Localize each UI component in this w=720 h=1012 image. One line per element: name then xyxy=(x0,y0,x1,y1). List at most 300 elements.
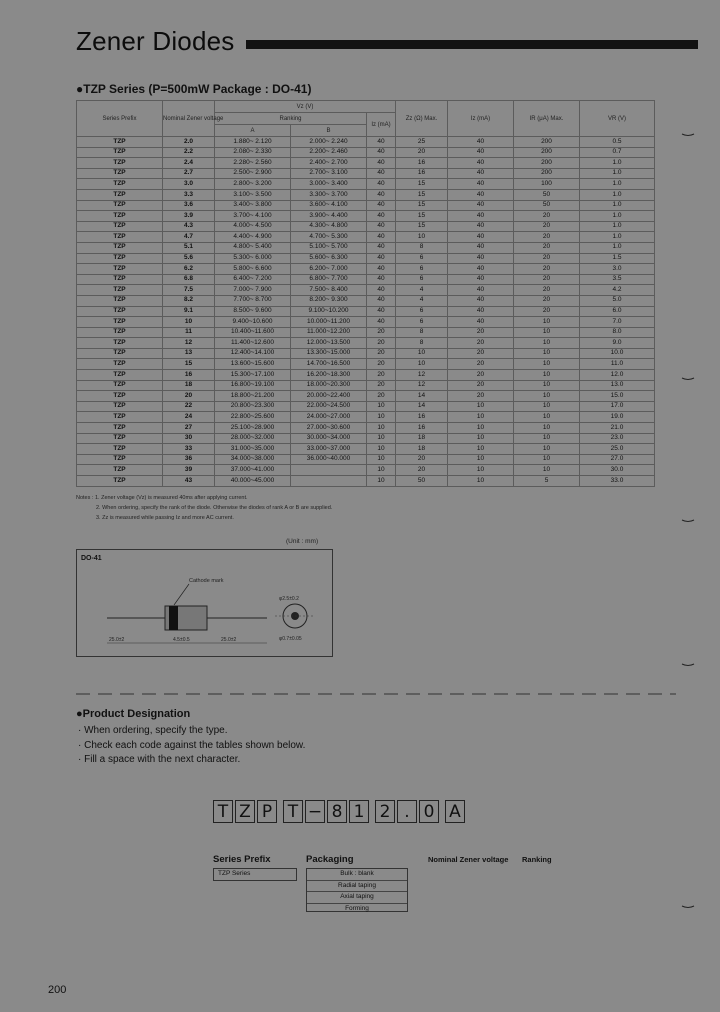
cell-vr: 1.0 xyxy=(580,242,655,253)
cell-iz-zz: 40 xyxy=(448,137,514,148)
series-option-box xyxy=(213,868,297,881)
cell-rank-a: 7.000~ 7.900 xyxy=(215,285,291,296)
cell-vr: 30.0 xyxy=(580,465,655,476)
cell-rank-a: 8.500~ 9.600 xyxy=(215,306,291,317)
packaging-option: Forming xyxy=(345,904,369,912)
cell-ir: 20 xyxy=(514,253,580,264)
cell-zz: 12 xyxy=(396,380,448,391)
cell-iz: 20 xyxy=(367,338,396,349)
cell-ir: 10 xyxy=(514,370,580,381)
cell-rank-b: 16.200~18.300 xyxy=(291,370,367,381)
cell-rank-a: 10.400~11.600 xyxy=(215,327,291,338)
cell-zz: 6 xyxy=(396,274,448,285)
cell-prefix: TZP xyxy=(77,232,163,243)
cell-rank-b: 12.000~13.500 xyxy=(291,338,367,349)
title-rule xyxy=(246,40,698,49)
cell-nominal: 30 xyxy=(163,433,215,444)
cell-zz: 18 xyxy=(396,433,448,444)
note-2: 2. When ordering, specify the rank of the diode. Otherwise the diodes of rank A or B are supplied. xyxy=(96,505,333,511)
cell-iz: 40 xyxy=(367,221,396,232)
cell-ir: 20 xyxy=(514,285,580,296)
cell-ir: 200 xyxy=(514,137,580,148)
cell-rank-a: 15.300~17.100 xyxy=(215,370,291,381)
cell-vr: 3.5 xyxy=(580,274,655,285)
cell-zz: 8 xyxy=(396,327,448,338)
cell-nominal: 22 xyxy=(163,401,215,412)
header-ir: IR (μA) Max. xyxy=(514,101,580,137)
cell-zz: 20 xyxy=(396,454,448,465)
cell-rank-a: 20.800~23.300 xyxy=(215,401,291,412)
dim-body-diameter: φ2.5±0.2 xyxy=(279,596,299,602)
cell-rank-a: 4.400~ 4.900 xyxy=(215,232,291,243)
cell-iz-zz: 40 xyxy=(448,211,514,222)
header-zz: Zz (Ω) Max. xyxy=(396,101,448,137)
cell-prefix: TZP xyxy=(77,211,163,222)
cell-vr: 27.0 xyxy=(580,454,655,465)
cell-iz: 40 xyxy=(367,306,396,317)
table-row xyxy=(77,285,655,296)
cell-prefix: TZP xyxy=(77,317,163,328)
cell-prefix: TZP xyxy=(77,454,163,465)
cell-zz: 8 xyxy=(396,338,448,349)
cell-iz: 20 xyxy=(367,359,396,370)
cell-rank-b: 2.400~ 2.700 xyxy=(291,158,367,169)
cell-rank-a: 9.400~10.600 xyxy=(215,317,291,328)
cell-prefix: TZP xyxy=(77,401,163,412)
cell-ir: 20 xyxy=(514,232,580,243)
table-row xyxy=(77,179,655,190)
cell-iz: 40 xyxy=(367,242,396,253)
cell-ir: 10 xyxy=(514,412,580,423)
code-char-box: 1 xyxy=(349,800,369,823)
cell-iz: 40 xyxy=(367,147,396,158)
cell-ir: 20 xyxy=(514,264,580,275)
cell-iz-zz: 20 xyxy=(448,338,514,349)
cell-iz-zz: 10 xyxy=(448,444,514,455)
cell-vr: 5.0 xyxy=(580,295,655,306)
header-rank-a: A xyxy=(215,125,291,137)
code-char-box: . xyxy=(397,800,417,823)
cell-iz: 40 xyxy=(367,168,396,179)
cell-iz-zz: 40 xyxy=(448,168,514,179)
cell-rank-b: 2.200~ 2.460 xyxy=(291,147,367,158)
note-1: 1. Zener voltage (Vz) is measured 40ms after applying current. xyxy=(94,495,248,501)
diode-outline-drawing xyxy=(77,550,332,656)
cell-vr: 11.0 xyxy=(580,359,655,370)
cell-nominal: 33 xyxy=(163,444,215,455)
table-row xyxy=(77,465,655,476)
cell-iz-zz: 10 xyxy=(448,454,514,465)
instruction-2: · Check each code against the tables shown below. xyxy=(78,739,306,751)
cell-rank-a: 28.000~32.000 xyxy=(215,433,291,444)
cell-iz: 20 xyxy=(367,391,396,402)
cell-nominal: 3.0 xyxy=(163,179,215,190)
cell-vr: 10.0 xyxy=(580,348,655,359)
cell-ir: 10 xyxy=(514,359,580,370)
cell-iz: 40 xyxy=(367,179,396,190)
cell-iz-zz: 20 xyxy=(448,348,514,359)
code-char-box: P xyxy=(257,800,277,823)
cell-zz: 20 xyxy=(396,465,448,476)
cell-ir: 10 xyxy=(514,444,580,455)
cell-rank-b: 14.700~16.500 xyxy=(291,359,367,370)
cell-ir: 10 xyxy=(514,401,580,412)
cell-nominal: 4.7 xyxy=(163,232,215,243)
table-row xyxy=(77,168,655,179)
cell-nominal: 2.2 xyxy=(163,147,215,158)
cell-iz: 40 xyxy=(367,253,396,264)
cathode-mark-label: Cathode mark xyxy=(189,578,224,584)
table-row xyxy=(77,423,655,434)
cell-zz: 10 xyxy=(396,348,448,359)
cell-vr: 33.0 xyxy=(580,476,655,487)
cell-rank-a: 2.280~ 2.560 xyxy=(215,158,291,169)
cell-nominal: 6.8 xyxy=(163,274,215,285)
cell-prefix: TZP xyxy=(77,423,163,434)
cell-vr: 9.0 xyxy=(580,338,655,349)
cell-zz: 50 xyxy=(396,476,448,487)
cell-vr: 23.0 xyxy=(580,433,655,444)
cell-rank-b: 10.000~11.200 xyxy=(291,317,367,328)
cell-ir: 10 xyxy=(514,391,580,402)
cell-rank-b: 3.600~ 4.100 xyxy=(291,200,367,211)
table-row xyxy=(77,221,655,232)
cell-iz: 20 xyxy=(367,348,396,359)
cell-rank-b: 4.700~ 5.300 xyxy=(291,232,367,243)
cell-zz: 14 xyxy=(396,391,448,402)
zener-spec-table xyxy=(76,100,655,487)
cell-nominal: 5.1 xyxy=(163,242,215,253)
cell-prefix: TZP xyxy=(77,274,163,285)
cell-nominal: 11 xyxy=(163,327,215,338)
cell-zz: 15 xyxy=(396,179,448,190)
table-row xyxy=(77,454,655,465)
cell-nominal: 15 xyxy=(163,359,215,370)
cell-rank-a: 2.500~ 2.900 xyxy=(215,168,291,179)
cell-nominal: 18 xyxy=(163,380,215,391)
cell-rank-b: 11.000~12.200 xyxy=(291,327,367,338)
cell-zz: 6 xyxy=(396,317,448,328)
cell-iz-zz: 40 xyxy=(448,295,514,306)
cell-nominal: 16 xyxy=(163,370,215,381)
cell-zz: 25 xyxy=(396,137,448,148)
cell-iz: 40 xyxy=(367,295,396,306)
cell-vr: 1.0 xyxy=(580,189,655,200)
cell-rank-b: 13.300~15.000 xyxy=(291,348,367,359)
cell-iz-zz: 40 xyxy=(448,189,514,200)
cell-iz: 10 xyxy=(367,433,396,444)
dim-lead-right: 25.0±2 xyxy=(221,637,237,643)
cell-iz-zz: 40 xyxy=(448,306,514,317)
cell-iz: 40 xyxy=(367,200,396,211)
cell-iz: 40 xyxy=(367,274,396,285)
table-row xyxy=(77,370,655,381)
cell-zz: 14 xyxy=(396,401,448,412)
cell-ir: 20 xyxy=(514,306,580,317)
cell-iz: 20 xyxy=(367,327,396,338)
table-row xyxy=(77,147,655,158)
cell-rank-a: 5.800~ 6.600 xyxy=(215,264,291,275)
cell-prefix: TZP xyxy=(77,359,163,370)
cell-prefix: TZP xyxy=(77,338,163,349)
cell-zz: 10 xyxy=(396,359,448,370)
cell-iz-zz: 10 xyxy=(448,465,514,476)
cell-rank-a: 16.800~19.100 xyxy=(215,380,291,391)
table-row xyxy=(77,306,655,317)
header-vz: Vz (V) xyxy=(215,101,396,113)
packaging-option: Axial taping xyxy=(307,892,407,904)
package-label: DO-41 xyxy=(81,555,102,562)
cell-zz: 15 xyxy=(396,200,448,211)
table-row xyxy=(77,338,655,349)
cell-prefix: TZP xyxy=(77,147,163,158)
dim-lead-left: 25.0±2 xyxy=(109,637,125,643)
cell-prefix: TZP xyxy=(77,253,163,264)
cell-vr: 17.0 xyxy=(580,401,655,412)
cell-rank-a: 40.000~45.000 xyxy=(215,476,291,487)
cell-prefix: TZP xyxy=(77,285,163,296)
cell-vr: 4.2 xyxy=(580,285,655,296)
cell-rank-a: 3.700~ 4.100 xyxy=(215,211,291,222)
cell-vr: 8.0 xyxy=(580,327,655,338)
cell-vr: 6.0 xyxy=(580,306,655,317)
cell-iz-zz: 10 xyxy=(448,476,514,487)
cell-ir: 200 xyxy=(514,147,580,158)
table-row xyxy=(77,274,655,285)
cell-nominal: 8.2 xyxy=(163,295,215,306)
cell-prefix: TZP xyxy=(77,444,163,455)
cell-zz: 15 xyxy=(396,221,448,232)
cell-nominal: 39 xyxy=(163,465,215,476)
cell-vr: 7.0 xyxy=(580,317,655,328)
cell-iz: 40 xyxy=(367,317,396,328)
instruction-3: · Fill a space with the next character. xyxy=(78,754,241,765)
dim-lead-diameter: φ0.7±0.05 xyxy=(279,636,302,642)
cell-prefix: TZP xyxy=(77,391,163,402)
cell-iz: 40 xyxy=(367,189,396,200)
cell-zz: 15 xyxy=(396,189,448,200)
cell-vr: 0.7 xyxy=(580,147,655,158)
cell-iz: 10 xyxy=(367,423,396,434)
cell-rank-b: 2.000~ 2.240 xyxy=(291,137,367,148)
series-option: TZP Series xyxy=(218,870,251,877)
cell-nominal: 27 xyxy=(163,423,215,434)
cell-iz: 10 xyxy=(367,476,396,487)
cell-rank-a: 2.080~ 2.330 xyxy=(215,147,291,158)
package-drawing xyxy=(76,549,333,657)
cell-iz-zz: 40 xyxy=(448,253,514,264)
cell-nominal: 4.3 xyxy=(163,221,215,232)
cell-ir: 100 xyxy=(514,179,580,190)
cell-iz: 20 xyxy=(367,370,396,381)
cell-rank-b: 24.000~27.000 xyxy=(291,412,367,423)
ranking-label: Ranking xyxy=(522,855,552,864)
cell-ir: 10 xyxy=(514,465,580,476)
instruction-1: · When ordering, specify the type. xyxy=(78,725,228,736)
table-row xyxy=(77,253,655,264)
cell-rank-b: 6.200~ 7.000 xyxy=(291,264,367,275)
table-row xyxy=(77,444,655,455)
table-row xyxy=(77,137,655,148)
cell-rank-a: 3.100~ 3.500 xyxy=(215,189,291,200)
cell-rank-a: 37.000~41.000 xyxy=(215,465,291,476)
cell-iz-zz: 40 xyxy=(448,200,514,211)
cell-zz: 16 xyxy=(396,423,448,434)
cell-prefix: TZP xyxy=(77,221,163,232)
cell-vr: 15.0 xyxy=(580,391,655,402)
cell-iz: 20 xyxy=(367,380,396,391)
cell-zz: 16 xyxy=(396,158,448,169)
cell-prefix: TZP xyxy=(77,179,163,190)
cell-nominal: 2.4 xyxy=(163,158,215,169)
cell-prefix: TZP xyxy=(77,168,163,179)
product-heading-label: Product Designation xyxy=(82,708,191,720)
cell-vr: 1.0 xyxy=(580,221,655,232)
cell-prefix: TZP xyxy=(77,158,163,169)
cell-iz-zz: 10 xyxy=(448,401,514,412)
page-number: 200 xyxy=(48,984,67,996)
cell-vr: 1.0 xyxy=(580,200,655,211)
cell-zz: 8 xyxy=(396,242,448,253)
cell-prefix: TZP xyxy=(77,433,163,444)
cell-iz-zz: 40 xyxy=(448,264,514,275)
header-rank-b: B xyxy=(291,125,367,137)
cell-iz-zz: 20 xyxy=(448,359,514,370)
cell-iz-zz: 10 xyxy=(448,433,514,444)
cell-rank-a: 22.800~25.600 xyxy=(215,412,291,423)
cell-prefix: TZP xyxy=(77,327,163,338)
series-prefix-label: Series Prefix xyxy=(213,854,271,865)
header-iz2: Iz (mA) xyxy=(448,101,514,137)
code-char-box: T xyxy=(283,800,303,823)
cell-rank-a: 6.400~ 7.200 xyxy=(215,274,291,285)
cell-prefix: TZP xyxy=(77,200,163,211)
cell-rank-a: 4.000~ 4.500 xyxy=(215,221,291,232)
cell-vr: 1.0 xyxy=(580,179,655,190)
bullet-icon: ● xyxy=(76,708,83,720)
cell-rank-b: 3.300~ 3.700 xyxy=(291,189,367,200)
cell-rank-a: 4.800~ 5.400 xyxy=(215,242,291,253)
cell-vr: 3.0 xyxy=(580,264,655,275)
cell-ir: 50 xyxy=(514,200,580,211)
cell-prefix: TZP xyxy=(77,189,163,200)
cell-rank-a: 7.700~ 8.700 xyxy=(215,295,291,306)
cell-rank-b: 20.000~22.400 xyxy=(291,391,367,402)
cell-iz-zz: 20 xyxy=(448,370,514,381)
cell-rank-b: 3.900~ 4.400 xyxy=(291,211,367,222)
cell-rank-a: 12.400~14.100 xyxy=(215,348,291,359)
cell-iz: 40 xyxy=(367,285,396,296)
cell-zz: 16 xyxy=(396,168,448,179)
cell-iz: 10 xyxy=(367,454,396,465)
cell-ir: 200 xyxy=(514,168,580,179)
cell-rank-a: 13.600~15.600 xyxy=(215,359,291,370)
nominal-voltage-label: Nominal Zener voltage xyxy=(428,855,509,864)
cell-vr: 1.0 xyxy=(580,211,655,222)
cell-iz-zz: 20 xyxy=(448,391,514,402)
cell-iz: 40 xyxy=(367,137,396,148)
cell-nominal: 12 xyxy=(163,338,215,349)
cell-prefix: TZP xyxy=(77,264,163,275)
table-row xyxy=(77,391,655,402)
unit-label: (Unit : mm) xyxy=(286,538,319,545)
cell-prefix: TZP xyxy=(77,295,163,306)
header-iz1: Iz (mA) xyxy=(367,113,396,137)
cell-rank-a: 11.400~12.600 xyxy=(215,338,291,349)
cell-rank-b: 8.200~ 9.300 xyxy=(291,295,367,306)
cell-rank-a: 31.000~35.000 xyxy=(215,444,291,455)
cell-ir: 10 xyxy=(514,317,580,328)
table-row xyxy=(77,359,655,370)
cell-ir: 10 xyxy=(514,423,580,434)
packaging-option: Radial taping xyxy=(307,881,407,893)
cell-prefix: TZP xyxy=(77,380,163,391)
cell-ir: 10 xyxy=(514,380,580,391)
cell-rank-b: 3.000~ 3.400 xyxy=(291,179,367,190)
cell-rank-a: 2.800~ 3.200 xyxy=(215,179,291,190)
cell-iz: 10 xyxy=(367,444,396,455)
section-separator xyxy=(76,692,676,696)
cell-zz: 4 xyxy=(396,285,448,296)
cell-iz-zz: 40 xyxy=(448,221,514,232)
cell-iz-zz: 20 xyxy=(448,327,514,338)
cell-rank-a: 25.100~28.900 xyxy=(215,423,291,434)
cell-iz-zz: 40 xyxy=(448,285,514,296)
cell-iz: 10 xyxy=(367,412,396,423)
cell-nominal: 3.9 xyxy=(163,211,215,222)
section-heading xyxy=(76,82,311,96)
cell-ir: 10 xyxy=(514,348,580,359)
cell-zz: 6 xyxy=(396,306,448,317)
cell-iz-zz: 20 xyxy=(448,380,514,391)
header-vr: VR (V) xyxy=(580,101,655,137)
cell-iz-zz: 40 xyxy=(448,179,514,190)
cell-ir: 10 xyxy=(514,454,580,465)
cell-vr: 1.0 xyxy=(580,168,655,179)
table-row xyxy=(77,380,655,391)
header-ranking: Ranking xyxy=(215,113,367,125)
section-label: TZP Series (P=500mW Package : DO-41) xyxy=(83,82,312,96)
note-3: 3. Zz is measured while passing Iz and more AC current. xyxy=(96,515,234,521)
cell-rank-b: 6.800~ 7.700 xyxy=(291,274,367,285)
cell-nominal: 3.3 xyxy=(163,189,215,200)
cell-nominal: 7.5 xyxy=(163,285,215,296)
cell-rank-b: 4.300~ 4.800 xyxy=(291,221,367,232)
cell-rank-b: 36.000~40.000 xyxy=(291,454,367,465)
header-series-prefix: Series Prefix xyxy=(77,101,163,137)
cell-zz: 10 xyxy=(396,232,448,243)
cell-ir: 20 xyxy=(514,211,580,222)
cell-rank-a: 5.300~ 6.000 xyxy=(215,253,291,264)
table-row xyxy=(77,401,655,412)
cell-iz-zz: 40 xyxy=(448,147,514,158)
cell-zz: 12 xyxy=(396,370,448,381)
code-char-box: 8 xyxy=(327,800,347,823)
code-char-box: A xyxy=(445,800,465,823)
cell-rank-b: 27.000~30.600 xyxy=(291,423,367,434)
cell-zz: 16 xyxy=(396,412,448,423)
cell-prefix: TZP xyxy=(77,476,163,487)
cell-iz: 40 xyxy=(367,232,396,243)
code-char-box: T xyxy=(213,800,233,823)
packaging-label: Packaging xyxy=(306,854,354,865)
cell-iz: 10 xyxy=(367,465,396,476)
page-title: Zener Diodes xyxy=(76,26,235,56)
cell-nominal: 36 xyxy=(163,454,215,465)
cell-ir: 200 xyxy=(514,158,580,169)
cell-rank-b: 30.000~34.000 xyxy=(291,433,367,444)
cell-ir: 10 xyxy=(514,327,580,338)
